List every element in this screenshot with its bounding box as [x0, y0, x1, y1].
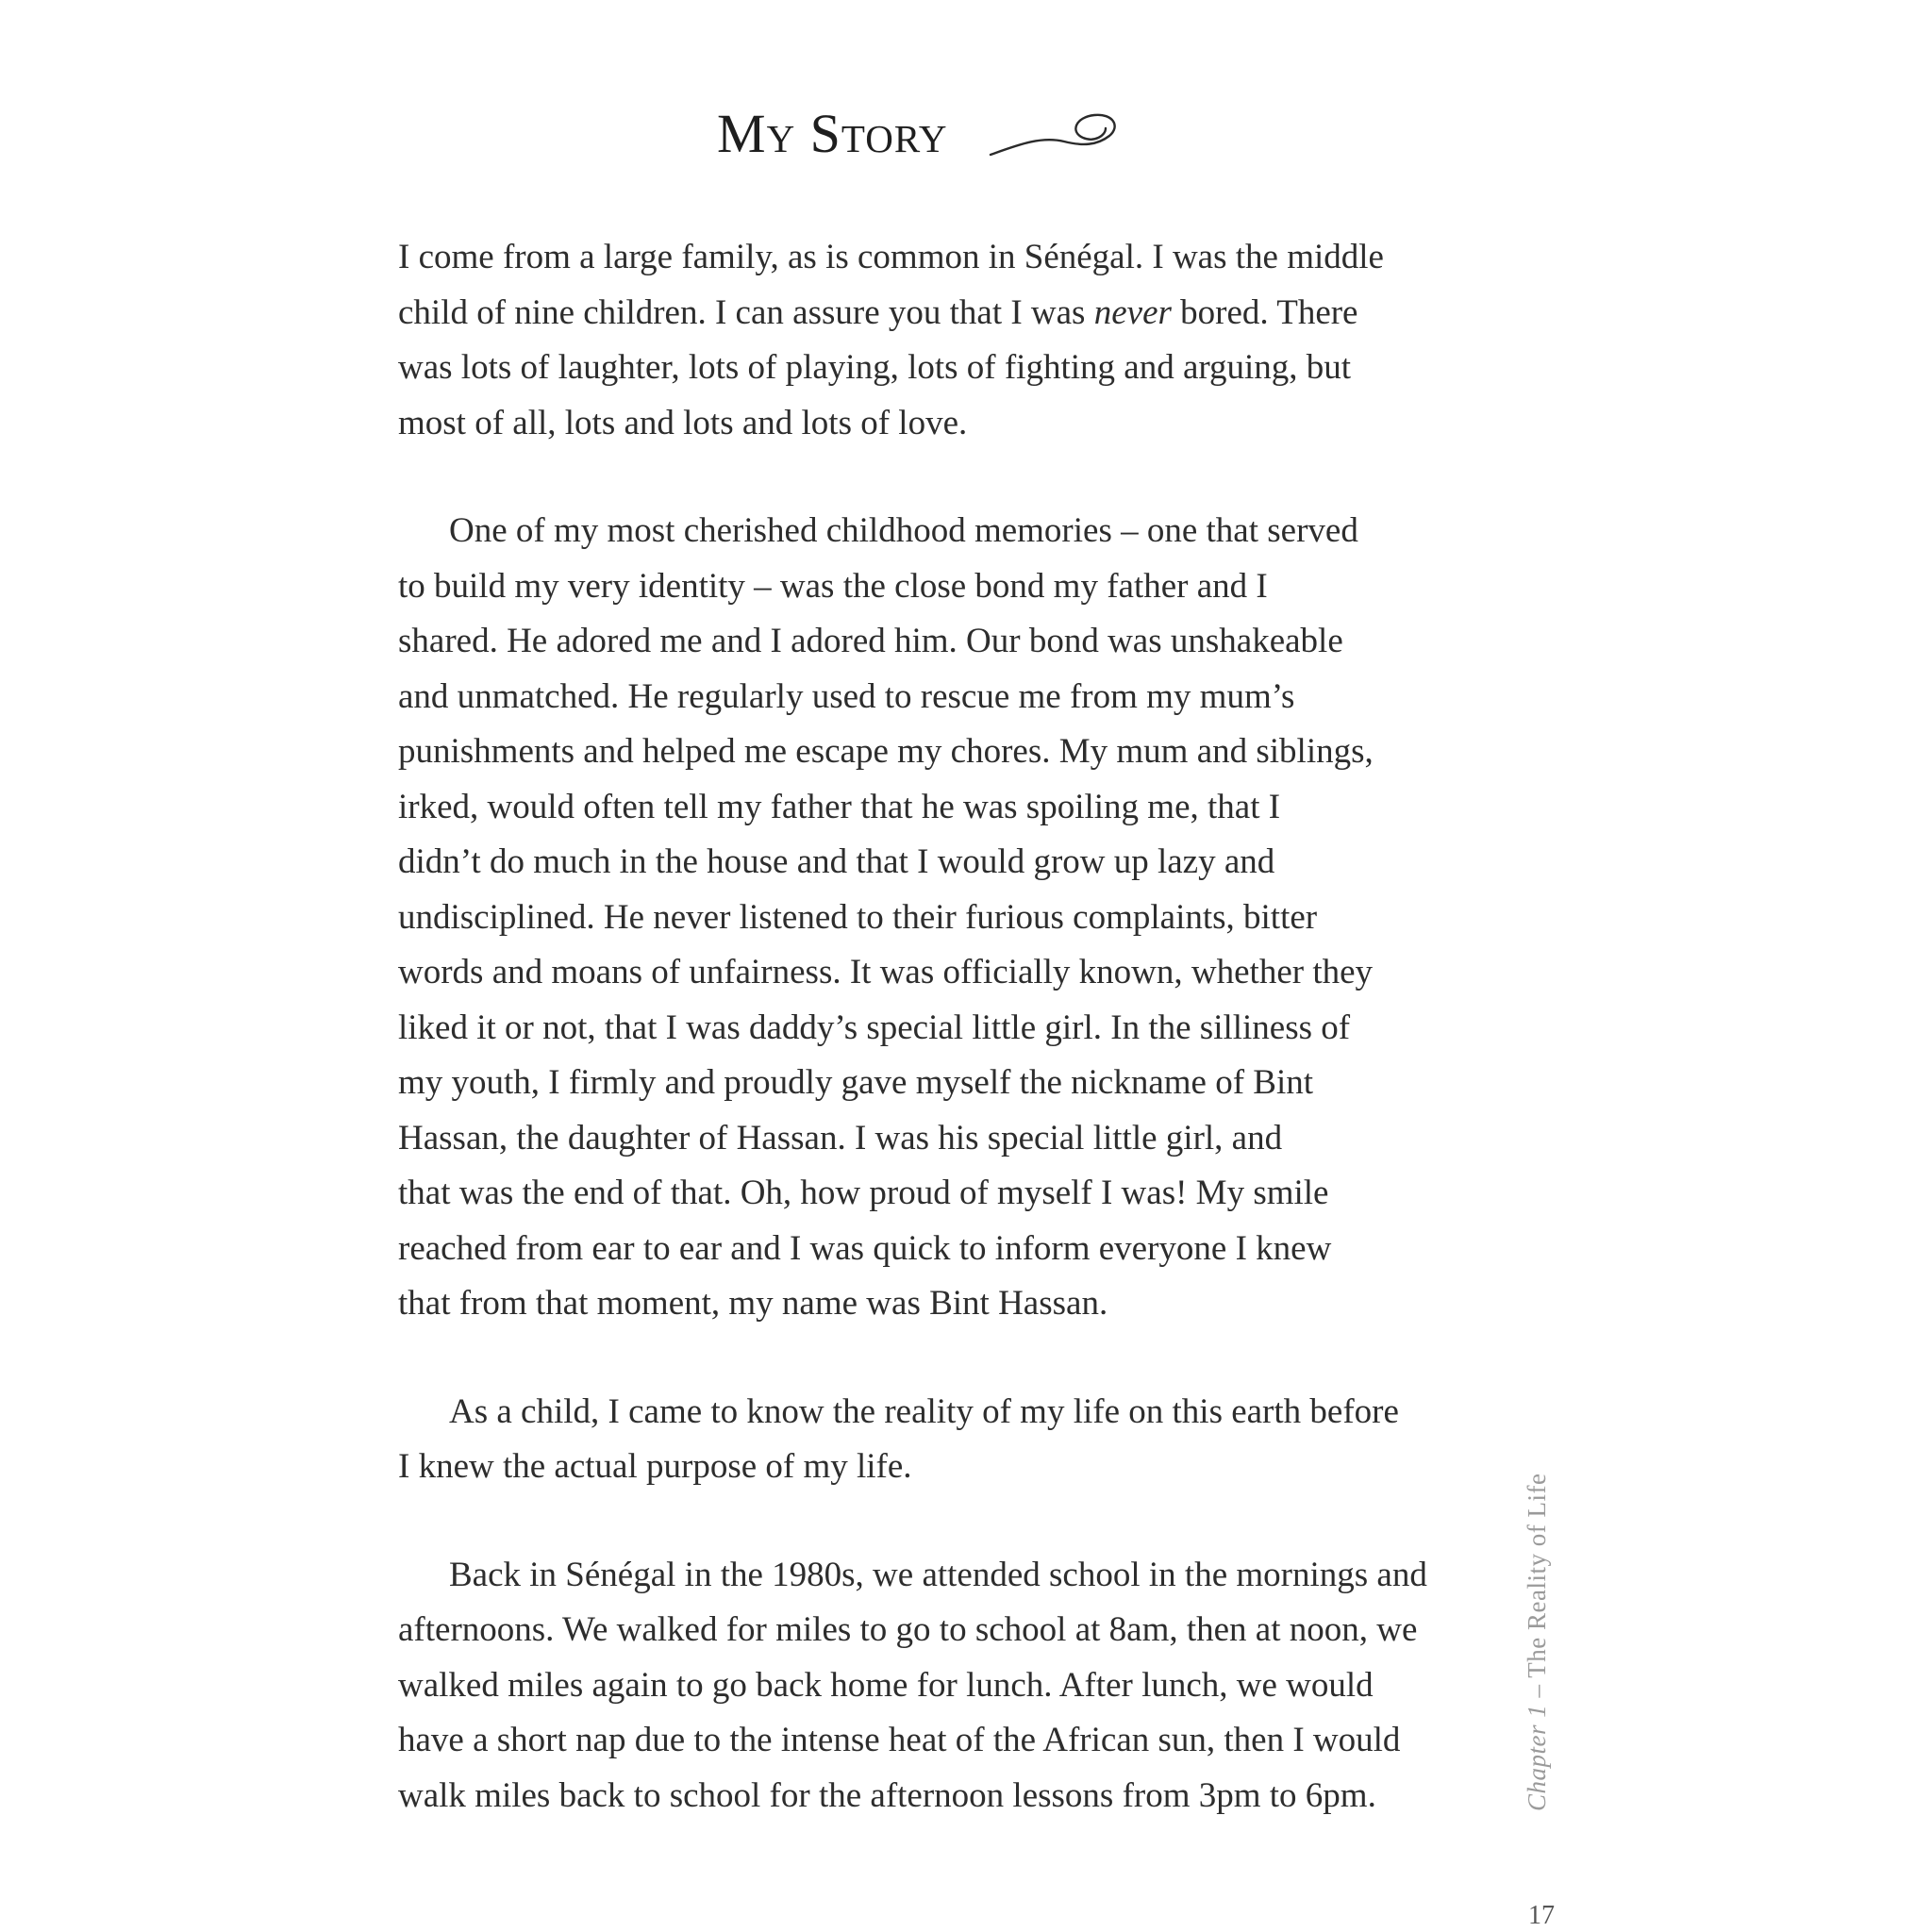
paragraph-2 [398, 504, 1436, 1332]
swash-flourish-icon [989, 108, 1130, 174]
text-line: I come from a large family, as is common in Sénégal. I was the middle [398, 238, 1384, 276]
text-line: walked miles again to go back home for lunch. After lunch, we would [398, 1665, 1374, 1705]
chapter-heading [717, 102, 1113, 187]
paragraph-spacer [398, 1495, 1436, 1548]
text-line: afternoons. We walked for miles to go to school at 8am, then at noon, we [398, 1610, 1418, 1649]
text-line: most of all, lots and lots and lots of love. [398, 403, 968, 442]
running-head [1523, 1474, 1552, 1811]
text-line: punishments and helped me escape my chores. My mum and siblings, [398, 732, 1374, 771]
running-head-chapter: Chapter 1 [1523, 1704, 1551, 1811]
paragraph-1 [398, 230, 1436, 451]
text-line: I knew the actual purpose of my life. [398, 1447, 912, 1486]
text-line: that from that moment, my name was Bint Hassan. [398, 1284, 1108, 1323]
paragraph-spacer [398, 1332, 1436, 1385]
text-run: bored. There [1171, 292, 1358, 332]
text-line: Hassan, the daughter of Hassan. I was his special little girl, and [398, 1118, 1283, 1158]
text-line: shared. He adored me and I adored him. Our bond was unshakeable [398, 622, 1343, 660]
page-number: 17 [1528, 1901, 1555, 1930]
text-line: walk miles back to school for the afternoon lessons from 3pm to 6pm. [398, 1775, 1376, 1815]
text-line: undisciplined. He never listened to their furious complaints, bitter [398, 897, 1318, 937]
text-line: liked it or not, that I was daddy’s special little girl. In the silliness of [398, 1008, 1351, 1047]
text-line: Back in Sénégal in the 1980s, we attended school in the mornings and [449, 1555, 1427, 1594]
text-line [398, 286, 1436, 341]
paragraph-spacer [398, 451, 1436, 504]
running-head-title: The Reality of Life [1523, 1473, 1551, 1678]
running-head-separator: – [1523, 1677, 1551, 1705]
paragraph-4 [398, 1548, 1436, 1824]
body-text [398, 230, 1436, 1824]
emphasis-word: never [1093, 292, 1172, 332]
text-line: was lots of laughter, lots of playing, lots of fighting and arguing, but [398, 348, 1352, 387]
text-line: words and moans of unfairness. It was officially known, whether they [398, 953, 1374, 991]
text-line: and unmatched. He regularly used to rescue me from my mum’s [398, 676, 1295, 716]
text-line: to build my very identity – was the close bond my father and I [398, 566, 1268, 606]
text-line: One of my most cherished childhood memories – one that served [449, 511, 1358, 550]
text-line: As a child, I came to know the reality of my life on this earth before [449, 1391, 1399, 1431]
text-line: irked, would often tell my father that he was spoiling me, that I [398, 787, 1281, 826]
paragraph-3 [398, 1385, 1436, 1495]
text-line: have a short nap due to the intense heat of the African sun, then I would [398, 1721, 1401, 1759]
text-line: reached from ear to ear and I was quick to inform everyone I knew [398, 1228, 1332, 1268]
text-line: my youth, I firmly and proudly gave myself the nickname of Bint [398, 1063, 1314, 1102]
text-line: that was the end of that. Oh, how proud of myself I was! My smile [398, 1174, 1329, 1212]
text-run: child of nine children. I can assure you that I was [398, 292, 1094, 332]
page-title: My Story [717, 103, 948, 164]
text-line: didn’t do much in the house and that I would grow up lazy and [398, 842, 1275, 881]
